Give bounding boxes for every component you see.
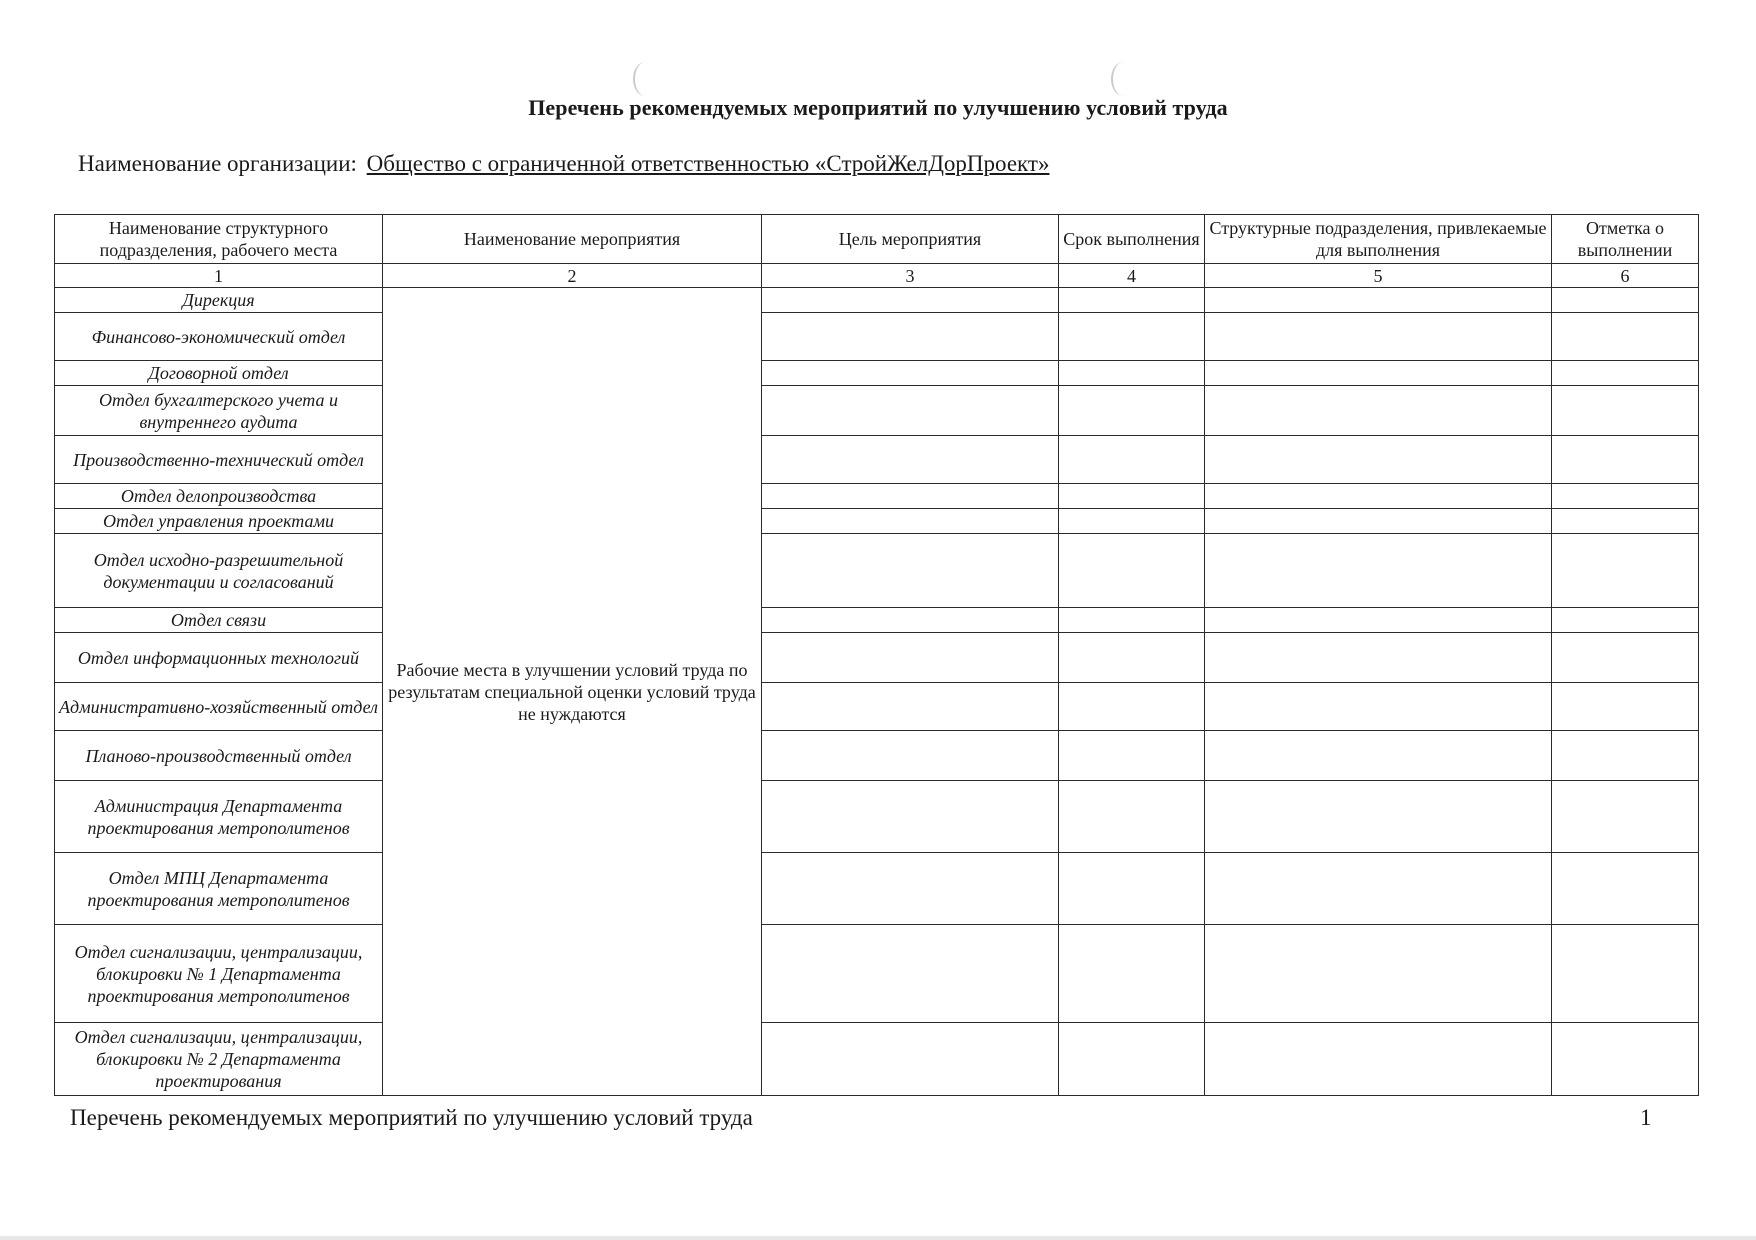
table-row	[55, 386, 1699, 436]
scan-edge	[0, 1236, 1756, 1240]
table-row	[55, 781, 1699, 853]
empty-cell	[1205, 853, 1552, 925]
empty-cell	[762, 288, 1059, 313]
empty-cell	[1059, 313, 1205, 361]
empty-cell	[1552, 608, 1699, 633]
department-cell: Администрация Департамента проектирования метрополитенов	[55, 781, 383, 853]
header-completion-mark: Отметка о выполнении	[1552, 215, 1699, 264]
organization-name: Общество с ограниченной ответственностью «СтройЖелДорПроект»	[366, 151, 1050, 176]
empty-cell	[1552, 781, 1699, 853]
organization-label: Наименование организации:	[78, 151, 357, 176]
department-cell: Отдел делопроизводства	[55, 484, 383, 509]
empty-cell	[1552, 853, 1699, 925]
empty-cell	[762, 534, 1059, 608]
table-row	[55, 288, 1699, 313]
header-involved-units: Структурные подразделения, привлекаемые для выполнения	[1205, 215, 1552, 264]
empty-cell	[1059, 361, 1205, 386]
empty-cell	[762, 361, 1059, 386]
department-cell: Административно-хозяйственный отдел	[55, 683, 383, 731]
empty-cell	[1059, 925, 1205, 1023]
empty-cell	[762, 781, 1059, 853]
header-department: Наименование структурного подразделения, рабочего места	[55, 215, 383, 264]
department-cell: Отдел управления проектами	[55, 509, 383, 534]
footer	[0, 1104, 1756, 1134]
department-cell: Дирекция	[55, 288, 383, 313]
empty-cell	[1205, 361, 1552, 386]
empty-cell	[1552, 484, 1699, 509]
empty-cell	[1059, 436, 1205, 484]
department-cell: Отдел МПЦ Департамента проектирования метрополитенов	[55, 853, 383, 925]
empty-cell	[1059, 288, 1205, 313]
empty-cell	[1552, 731, 1699, 781]
empty-cell	[1552, 925, 1699, 1023]
empty-cell	[1059, 683, 1205, 731]
empty-cell	[1552, 683, 1699, 731]
empty-cell	[762, 731, 1059, 781]
column-number: 3	[762, 264, 1059, 288]
empty-cell	[1552, 288, 1699, 313]
table-row	[55, 1023, 1699, 1096]
empty-cell	[1552, 386, 1699, 436]
empty-cell	[1205, 288, 1552, 313]
department-cell: Договорной отдел	[55, 361, 383, 386]
empty-cell	[1059, 731, 1205, 781]
empty-cell	[1059, 484, 1205, 509]
empty-cell	[1059, 386, 1205, 436]
column-number: 5	[1205, 264, 1552, 288]
column-number: 6	[1552, 264, 1699, 288]
organization-line	[78, 150, 1756, 178]
page-number: 1	[1640, 1105, 1652, 1130]
table-row	[55, 436, 1699, 484]
empty-cell	[1205, 386, 1552, 436]
table-row	[55, 313, 1699, 361]
empty-cell	[1205, 509, 1552, 534]
table-row	[55, 633, 1699, 683]
header-deadline: Срок выполнения	[1059, 215, 1205, 264]
column-number-row	[55, 264, 1699, 288]
empty-cell	[762, 313, 1059, 361]
empty-cell	[1552, 1023, 1699, 1096]
empty-cell	[1205, 608, 1552, 633]
empty-cell	[1552, 534, 1699, 608]
empty-cell	[1059, 608, 1205, 633]
department-cell: Планово-производственный отдел	[55, 731, 383, 781]
empty-cell	[1205, 313, 1552, 361]
footer-text: Перечень рекомендуемых мероприятий по улучшению условий труда	[70, 1105, 753, 1130]
empty-cell	[762, 1023, 1059, 1096]
empty-cell	[1059, 633, 1205, 683]
empty-cell	[762, 509, 1059, 534]
column-number: 4	[1059, 264, 1205, 288]
table-row	[55, 853, 1699, 925]
empty-cell	[762, 484, 1059, 509]
empty-cell	[762, 633, 1059, 683]
empty-cell	[1205, 436, 1552, 484]
empty-cell	[1552, 436, 1699, 484]
empty-cell	[762, 853, 1059, 925]
department-cell: Отдел сигнализации, централизации, блокировки № 2 Департамента проектирования	[55, 1023, 383, 1096]
empty-cell	[1552, 509, 1699, 534]
department-cell: Отдел связи	[55, 608, 383, 633]
table-row	[55, 534, 1699, 608]
empty-cell	[762, 386, 1059, 436]
department-cell: Отдел бухгалтерского учета и внутреннего аудита	[55, 386, 383, 436]
table-row	[55, 361, 1699, 386]
empty-cell	[762, 608, 1059, 633]
measure-merged-cell: Рабочие места в улучшении условий труда по результатам специальной оценки условий труда не нуждаются	[383, 288, 762, 1096]
measures-table	[54, 214, 1699, 1096]
empty-cell	[1205, 1023, 1552, 1096]
department-cell: Отдел информационных технологий	[55, 633, 383, 683]
empty-cell	[1205, 731, 1552, 781]
empty-cell	[762, 683, 1059, 731]
empty-cell	[1205, 633, 1552, 683]
table-row	[55, 925, 1699, 1023]
table-row	[55, 608, 1699, 633]
empty-cell	[1059, 781, 1205, 853]
column-number: 2	[383, 264, 762, 288]
empty-cell	[1059, 853, 1205, 925]
header-measure: Наименование мероприятия	[383, 215, 762, 264]
header-goal: Цель мероприятия	[762, 215, 1059, 264]
empty-cell	[1205, 683, 1552, 731]
empty-cell	[1205, 534, 1552, 608]
table-row	[55, 509, 1699, 534]
department-cell: Отдел сигнализации, централизации, блокировки № 1 Департамента проектирования метрополитенов	[55, 925, 383, 1023]
empty-cell	[1205, 484, 1552, 509]
header-row	[55, 215, 1699, 264]
department-cell: Производственно-технический отдел	[55, 436, 383, 484]
department-cell: Отдел исходно-разрешительной документации и согласований	[55, 534, 383, 608]
empty-cell	[1059, 1023, 1205, 1096]
department-cell: Финансово-экономический отдел	[55, 313, 383, 361]
empty-cell	[1205, 925, 1552, 1023]
document-title: Перечень рекомендуемых мероприятий по улучшению условий труда	[528, 95, 1228, 120]
empty-cell	[762, 925, 1059, 1023]
table-row	[55, 484, 1699, 509]
empty-cell	[1059, 534, 1205, 608]
empty-cell	[1205, 781, 1552, 853]
table-row	[55, 731, 1699, 781]
table-row	[55, 683, 1699, 731]
empty-cell	[1552, 313, 1699, 361]
empty-cell	[1552, 633, 1699, 683]
empty-cell	[1552, 361, 1699, 386]
column-number: 1	[55, 264, 383, 288]
empty-cell	[762, 436, 1059, 484]
empty-cell	[1059, 509, 1205, 534]
